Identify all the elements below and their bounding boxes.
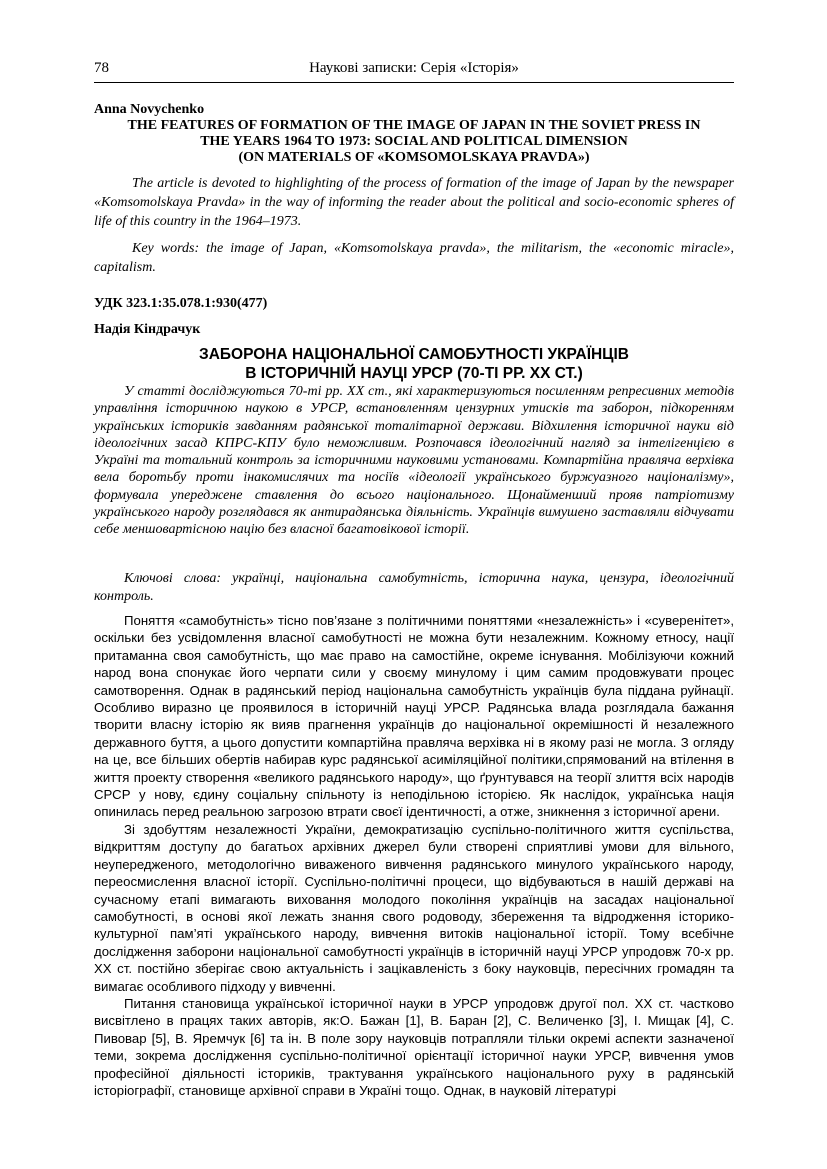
article-title (94, 345, 734, 383)
english-title-line: THE YEARS 1964 TO 1973: SOCIAL AND POLITICAL DIMENSION (200, 134, 628, 149)
english-abstract: The article is devoted to highlighting of the process of formation of the image of Japan by the newspaper «Komsomolskaya Pravda» in the way of informing the reader about the political and socio-economic spheres of life of this country in the 1964–1973. (94, 176, 734, 229)
article-author: Надія Кіндрачук (94, 322, 201, 337)
english-keywords: Key words: the image of Japan, «Komsomolskaya pravda», the militarism, the «economic miracle», capitalism. (94, 241, 734, 275)
english-author: Anna Novychenko (94, 102, 205, 117)
body-paragraph: Питання становища української історичної науки в УРСР упродовж другої пол. ХХ ст. частково висвітлено в працях таких авторів, як:О. Бажан [1], В. Баран [2], С. Величенко [3], І. Мищак [4], С. Пивовар [5], В. Яремчук [6] та ін. В поле зору науковців потрапляли тільки окремі аспекти зазначеної теми, зокрема дослідження суспільно-політичної орієнтації історичної науки УРСР, вивчення умов професійної діяльності істориків, трактування українського національного руху в радянській історіографії, становище архівної справи в Україні тощо. Однак, в науковій літературі (94, 995, 734, 1098)
article-keywords: Ключові слова: українці, національна самобутність, історична наука, цензура, ідеологічний контроль. (94, 571, 734, 604)
body-paragraph: Поняття «самобутність» тісно пов’язане з політичними поняттями «незалежність» і «суверенітет», оскільки без усвідомлення власної самобутності не можна бути незалежним. Кожному етносу, нації притаманна своя самобутність, що має право на самостійне, окреме існування. Мобілізуючи кожний народ вона спонукає його черпати сили у своєму минулому і цим самим продовжувати процес самотворення. Однак в радянський період національна самобутність українців була піддана руйнації. Особливо виразно це проявилося в історичній науці УРСР. Радянська влада розглядала бажання творити власну історію як вияв прагнення українців до національної окремішності й незалежного державного буття, а цього допустити компартійна правляча верхівка ні в якому разі не могла. З огляду на це, все більших обертів набирав курс радянської асиміляційної політики,спрямований на втілення в життя проекту створення «великого радянського народу», що ґрунтувався на теорії злиття всіх народів СРСР у нову, єдину соціальну спільноту із неподільною історією. Як наслідок, українська нація опинилась перед реальною загрозою втрати своєї ідентичності, а отже, зникнення з історичної арени. (94, 613, 734, 820)
english-title-line: (ON MATERIALS OF «KOMSOMOLSKAYA PRAVDA») (238, 150, 590, 165)
article-abstract: У статті досліджуються 70-ті рр. ХХ ст., які характеризуються посиленням репресивних методів управління історичною наукою в УРСР, встановленням цензурних утисків та заборон, підкоренням українських істориків завданням радянської тоталітарної держави. Відхилення історичної науки від ідеологічних засад КПРС-КПУ було неможливим. Розпочався ідеологічний нагляд за інтелігенцією в Україні та тотальний контроль за історичними науковими установами. Компартійна правляча верхівка вела боротьбу проти інакомислячих та носіїв «ідеології українського буржуазного націоналізму», формувала упереджене ставлення до всього національного. Щонайменший прояв патріотизму українського народу розглядався як антирадянська діяльність. Українців вимушено заставляли відчувати себе меншовартісною націю без власної багатовікової історії. (94, 384, 734, 538)
article-title-line: В ІСТОРИЧНІЙ НАУЦІ УРСР (70-ТІ РР. ХХ СТ.) (245, 365, 583, 382)
journal-title: Наукові записки: Серія «Історія» (309, 60, 519, 76)
article-body (94, 612, 734, 1099)
body-paragraph: Зі здобуттям незалежності України, демократизацію суспільно-політичного життя суспільства, відкриттям доступу до багатьох архівних джерел були створені сприятливі умови для вільного, неупередженого, методологічно виваженого вивчення радянського минулого українського народу, переосмислення власної історії. Суспільно-політичні процеси, що відбуваються в нашій державі на сучасному етапі вимагають виховання молодого покоління українців на засадах національної самобутності, в основі якої лежать знання свого родоводу, збереження та відродження історико-культурної пам’яті українського народу, вивчення витоків національної історії. Тому всебічне дослідження заборони національної самобутності українців в історичній науці УРСР упродовж 70-х рр. ХХ ст. постійно зберігає свою актуальність і зацікавленість з боку науковців, пересічних громадян та вимагає особливого підходу у вивченні. (94, 821, 734, 994)
english-title (94, 118, 734, 166)
article-title-line: ЗАБОРОНА НАЦІОНАЛЬНОЇ САМОБУТНОСТІ УКРАЇНЦІВ (198, 346, 630, 363)
english-title-line: THE FEATURES OF FORMATION OF THE IMAGE OF JAPAN IN THE SOVIET PRESS IN (127, 118, 701, 133)
page-number: 78 (94, 60, 109, 76)
running-header (94, 58, 734, 83)
english-summary (94, 102, 734, 277)
udk-code: УДК 323.1:35.078.1:930(477) (94, 296, 268, 311)
